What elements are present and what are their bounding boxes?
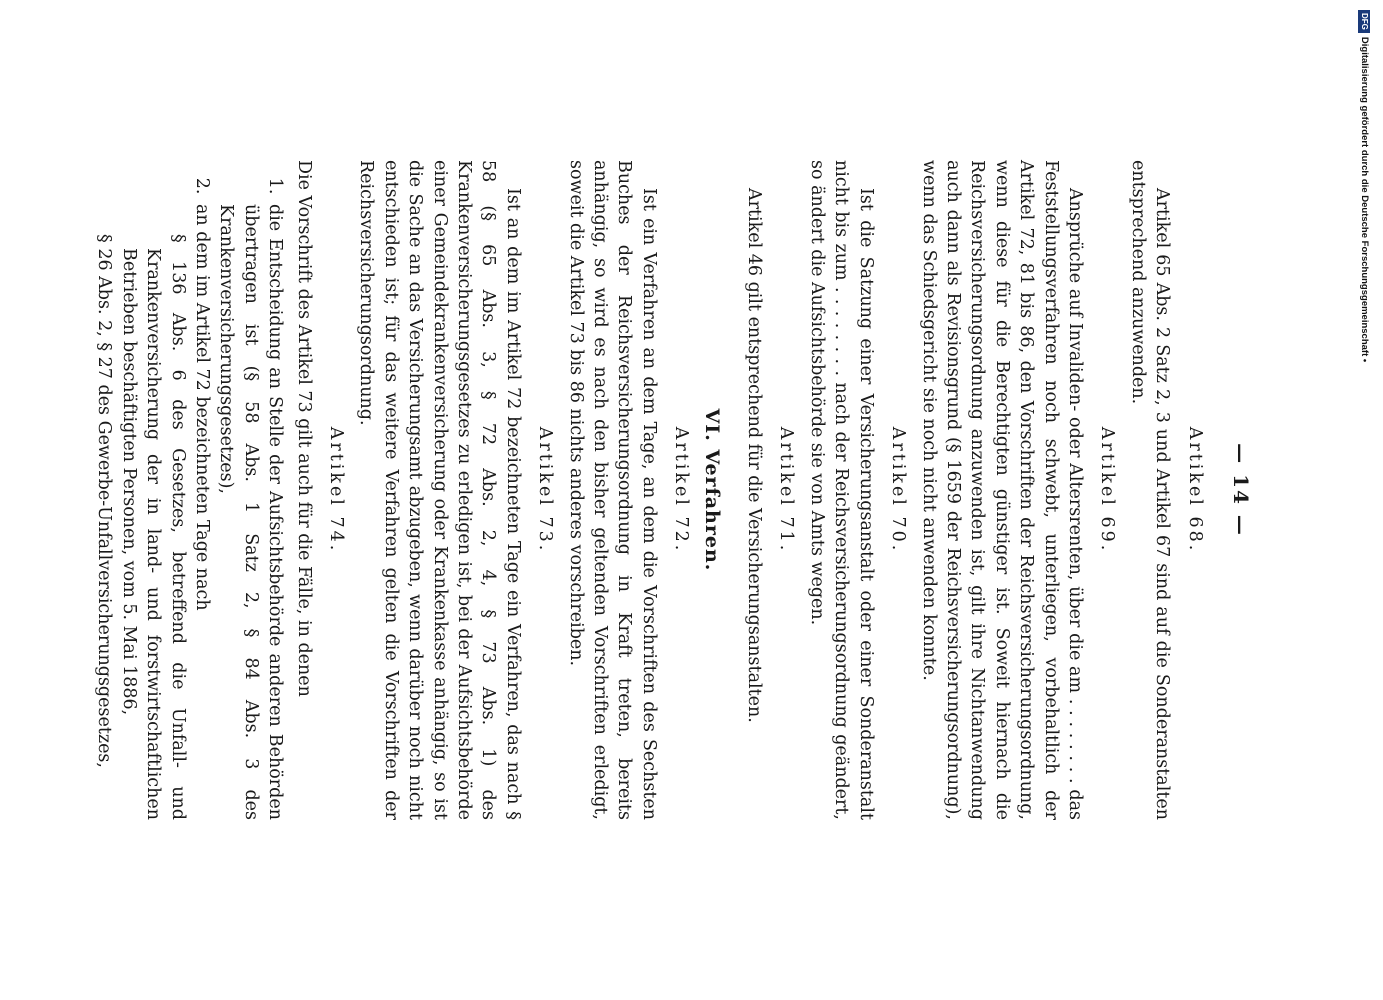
article-71-text: Artikel 46 gilt entsprechend für die Versicherungsanstalten. (744, 188, 765, 723)
article-68-text: Artikel 65 Abs. 2 Satz 2, 3 und Artikel 67 sind auf die Sonderanstalten entsprechend anzuwenden. (1127, 160, 1173, 820)
article-74-heading: Artikel 74. (326, 426, 346, 554)
article-74-list (190, 160, 288, 820)
article-74-item-2 (190, 200, 214, 820)
page-number: — 14 — (1229, 443, 1253, 537)
article-74-subitem-2: § 26 Abs. 2, § 27 des Gewerbe-Unfallversicherungsgesetzes, (94, 234, 115, 768)
article-70-text: Ist die Satzung einer Versicherungsanstalt oder einer Sonderanstalt nicht bis zum . . . . . . . . nach der Reichsversicherungsordnung geändert, so ändert die Aufsichtsbehörde sie von Amts wegen. (806, 160, 876, 820)
article-74-subitem-1: § 136 Abs. 6 des Gesetzes, betreffend die Unfall- und Krankenversicherung der in land- und forstwirtschaftlichen Betrieben beschäftigten Personen, vom 5. Mai 1886, (118, 234, 188, 820)
article-69-heading: Artikel 69. (1097, 426, 1118, 554)
dfg-logo: DFG (1358, 10, 1370, 33)
digitization-note (1358, 10, 1370, 390)
digitization-note-text: Digitalisierung gefördert durch die Deutsche Forschungsgemeinschaft • (1359, 36, 1370, 363)
article-68-heading: Artikel 68. (1184, 426, 1205, 554)
article-73-text: Ist an dem im Artikel 72 bezeichneten Tage ein Verfahren, das nach § 58 (§ 65 Abs. 3, § 72 Abs. 2, 4, § 73 Abs. 1) des Krankenversicherungsgesetzes zu erledigen ist, bei der Aufsichtsbehörde einer Gemeindekrankenversicherung oder Krankenkasse anhängig, so ist die Sache an das Versicherungsamt abzugeben, wenn darüber noch nicht entschieden ist; für das weitere Verfahren gelten die Vorschriften der Reichsversicherungsordnung. (356, 160, 523, 820)
article-70-heading: Artikel 70. (888, 426, 909, 554)
article-72-heading: Artikel 72. (671, 426, 692, 554)
article-74-item-2-text: an dem im Artikel 72 bezeichneten Tage nach (191, 204, 212, 611)
article-74-intro: Die Vorschrift des Artikel 73 gilt auch für die Fälle, in denen (293, 160, 314, 697)
article-72-text: Ist ein Verfahren an dem Tage, an dem die Vorschriften des Sechsten Buches der Reichsversicherungsordnung in Kraft treten, bereits anhängig, so wird es nach den bisher geltenden Vorschriften erledigt, soweit die Artikel 73 bis 86 nichts anderes vorschreiben. (565, 160, 659, 820)
section-vi-heading: VI. Verfahren. (700, 408, 723, 572)
article-73-heading: Artikel 73. (535, 426, 556, 554)
page-content-rotated (94, 160, 1253, 820)
article-69-text: Ansprüche auf Invaliden- oder Altersrenten, über die am . . . . . . . . das Feststellungsverfahren noch schwebt, unterliegen, vorbehaltlich der Artikel 72, 81 bis 86, den Vorschriften der Reichsversicherungsordnung, wenn diese für die Berechtigten günstiger ist. Soweit hiernach die Reichsversicherungsordnung anzuwenden ist, gilt ihre Nichtanwendung auch dann als Revisionsgrund (§ 1659 der Reichsversicherungsordnung), wenn das Schiedsgericht sie noch nicht anwenden konnte. (918, 160, 1085, 820)
article-74-item-1: 1. die Entscheidung an Stelle der Aufsichtsbehörde anderen Behörden übertragen ist (§ 58 Abs. 1 Satz 2, § 84 Abs. 3 des Krankenversicherungsgesetzes), (214, 200, 287, 820)
article-71-heading: Artikel 71. (776, 426, 797, 554)
